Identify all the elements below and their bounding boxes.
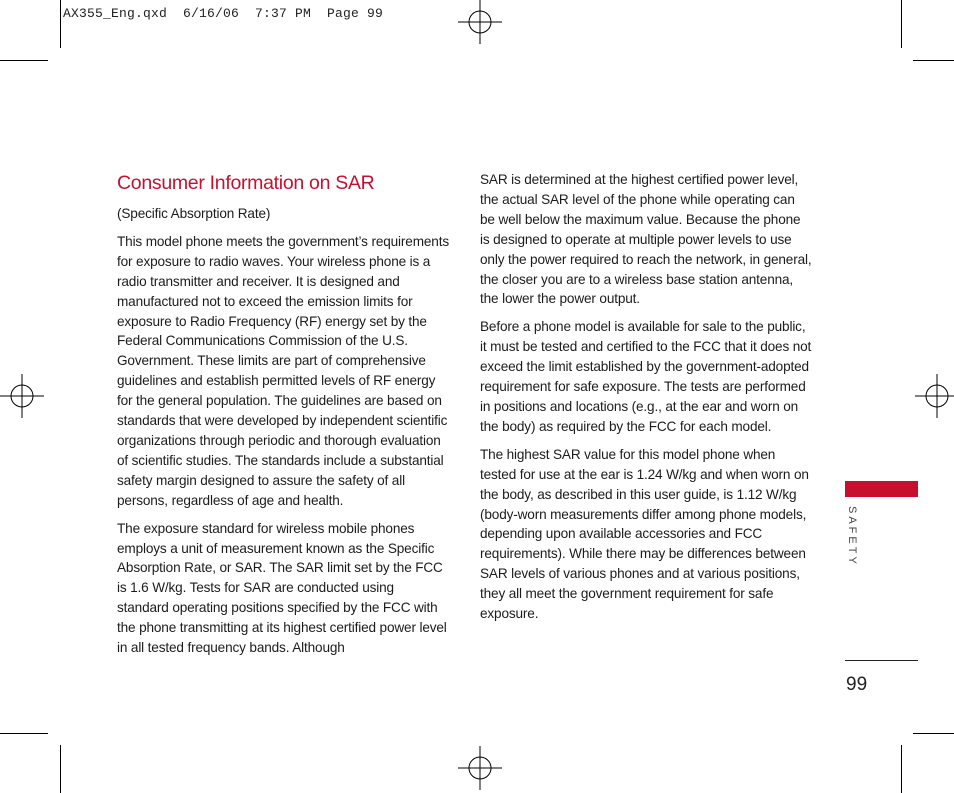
crop-mark-top-right-h <box>913 60 954 61</box>
paragraph: Before a phone model is available for sale to the public, it must be tested and certified to the FCC that it does not exceed the limit established by the government-adopted requirement for safe exposure. The tests are performed in positions and locations (e.g., at the ear and worn on the body) as required by the FCC for each model. <box>480 319 812 434</box>
print-slug: AX355_Eng.qxd 6/16/06 7:37 PM Page 99 <box>63 6 384 21</box>
page-subtitle: (Specific Absorption Rate) <box>117 206 271 221</box>
crop-mark-bottom-right-v <box>901 745 902 793</box>
left-column <box>117 170 449 666</box>
footer-rule <box>845 660 918 661</box>
crop-mark-top-left-h <box>0 60 48 61</box>
page-number: 99 <box>846 674 868 695</box>
crop-mark-bottom-left-h <box>0 733 48 734</box>
section-label: SAFETY <box>846 506 858 567</box>
right-column <box>480 170 812 632</box>
registration-mark-left <box>0 374 44 418</box>
paragraph: This model phone meets the government’s requirements for exposure to radio waves. Your wireless phone is a radio transmitter and receiver. It is designed and manufactured not to exceed the emission limits for exposure to Radio Frequency (RF) energy set by the Federal Communications Commission of the U.S. Government. These limits are part of comprehensive guidelines and establish permitted levels of RF energy for the general population. The guidelines are based on standards that were developed by independent scientific organizations through periodic and thorough evaluation of scientific studies. The standards include a substantial safety margin designed to assure the safety of all persons, regardless of age and health. <box>117 233 449 508</box>
paragraph: The highest SAR value for this model phone when tested for use at the ear is 1.24 W/kg and when worn on the body, as described in this user guide, is 1.12 W/kg (body-worn measurements differ among phone models, depending upon available accessories and FCC requirements). While there may be differences between SAR levels of various phones and at various positions, they all meet the government requirement for safe exposure. <box>480 446 809 622</box>
crop-mark-top-right-v <box>901 0 902 48</box>
crop-mark-bottom-right-h <box>913 733 954 734</box>
crop-mark-top-left-v <box>60 0 61 48</box>
registration-mark-right <box>915 374 954 418</box>
registration-mark-top <box>458 0 502 44</box>
paragraph: The exposure standard for wireless mobile phones employs a unit of measurement known as the Specific Absorption Rate, or SAR. The SAR limit set by the FCC is 1.6 W/kg. Tests for SAR are conducted using standard operating positions specified by the FCC with the phone transmitting at its highest certified power level in all tested frequency bands. Although <box>117 520 447 656</box>
paragraph: SAR is determined at the highest certified power level, the actual SAR level of the phone while operating can be well below the maximum value. Because the phone is designed to operate at multiple power levels to use only the power required to reach the network, in general, the closer you are to a wireless base station antenna, the lower the power output. <box>480 172 812 307</box>
crop-mark-bottom-left-v <box>60 745 61 793</box>
registration-mark-bottom <box>458 746 502 790</box>
section-tab-bar <box>845 481 918 497</box>
page-title: Consumer Information on SAR <box>117 172 375 194</box>
